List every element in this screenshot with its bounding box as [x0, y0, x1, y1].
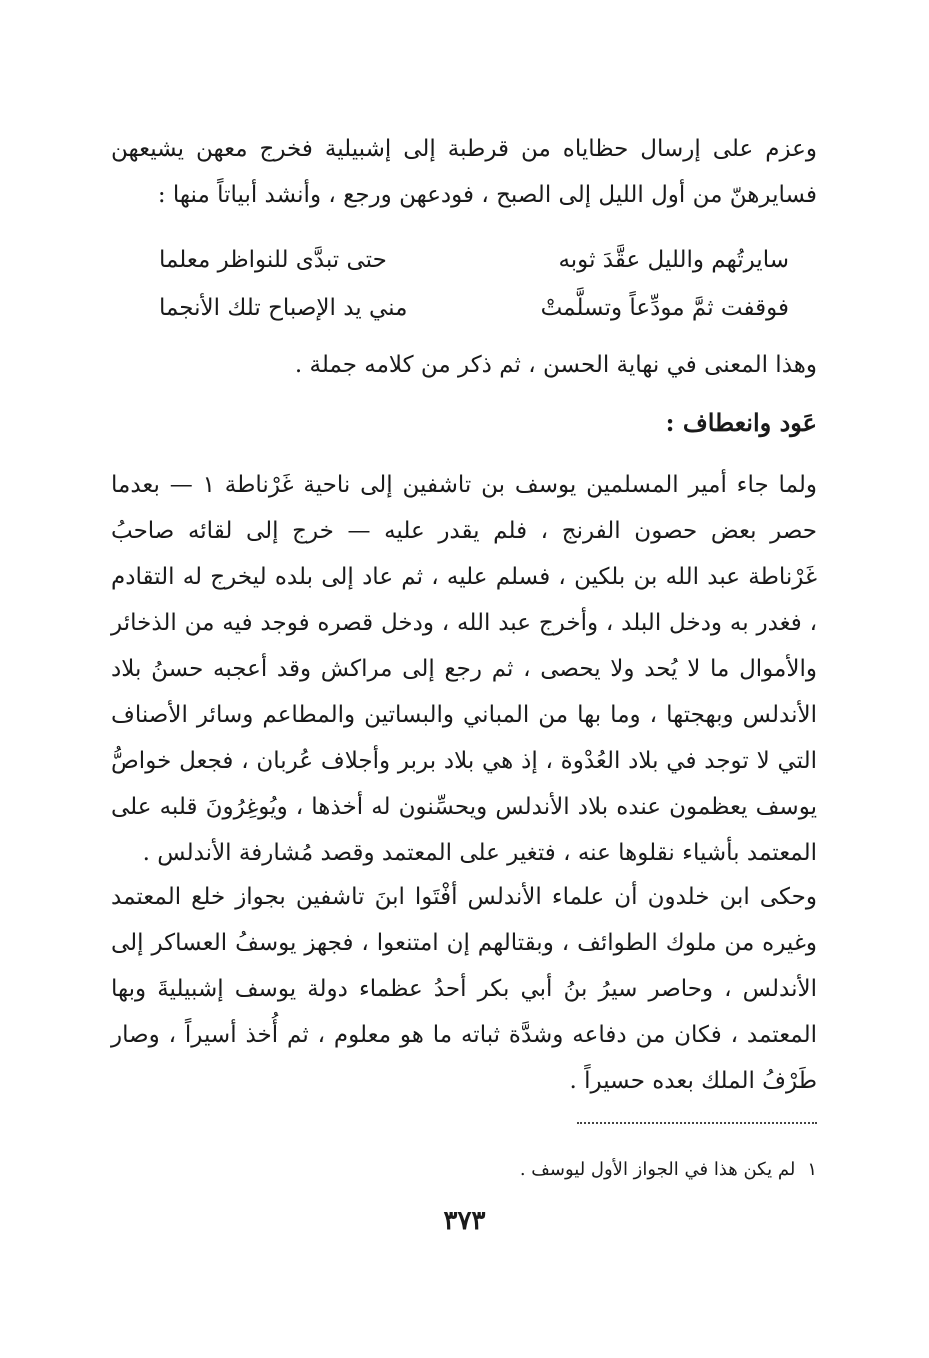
footnote-divider	[577, 1122, 817, 1124]
footnote-text: لم يكن هذا في الجواز الأول ليوسف .	[519, 1159, 796, 1180]
verse-line-2	[159, 284, 789, 332]
verse-1-second-hemistich: حتى تبدَّى للنواظر معلما	[159, 247, 387, 273]
paragraph-1: وعزم على إرسال حظاياه من قرطبة إلى إشبيلية فخرج معهن يشيعهن فسايرهنّ من أول الليل إلى الصبح ، فودعهن ورجع ، وأنشد أبياتاً منها :	[111, 136, 817, 208]
verse-2-second-hemistich: مني يد الإصباح تلك الأنجما	[159, 295, 408, 321]
verse-2-first-hemistich: فوقفت ثمَّ مودِّعاً وتسلَّمتْ	[540, 295, 789, 321]
page-number: ٣٧٣	[443, 1206, 486, 1236]
footnote-number: ١	[807, 1159, 817, 1180]
paragraph-3: ولما جاء أمير المسلمين يوسف بن تاشفين إلى ناحية غَرْناطة ١ — بعدما حصر بعض حصون الفرنج ، فلم يقدر عليه — خرج إلى لقائه صاحبُ غَرْناطة عبد الله بن بلكين ، فسلم عليه ، ثم عاد إلى بلده ليخرج له التقادم ، فغدر به ودخل البلد ، وأخرج عبد الله ، ودخل قصره فوجد فيه من الذخائر والأموال ما لا يُحد ولا يحصى ، ثم رجع إلى مراكش وقد أعجبه حسنُ بلاد الأندلس وبهجتها ، وما بها من المباني والبساتين والمطاعم وسائر الأصناف التي لا توجد في بلاد العُدْوة ، إذ هي بلاد بربر وأجلاف عُربان ، فجعل خواصُّ يوسف يعظمون عنده بلاد الأندلس ويحسِّنون له أخذها ، ويُوغِرُونَ قلبه على المعتمد بأشياء نقلوها عنه ، فتغير على المعتمد وقصد مُشارفة الأندلس .	[111, 472, 817, 866]
footnote	[111, 1155, 817, 1185]
paragraph-4: وحكى ابن خلدون أن علماء الأندلس أفْتَوا ابنَ تاشفين بجواز خلع المعتمد وغيره من ملوك الطوائف ، وبقتالهم إن امتنعوا ، فجهز يوسفُ العساكر إلى الأندلس ، وحاصر سيرُ بنُ أبي بكر أحدُ عظماء دولة يوسف إشبيليةَ وبها المعتمد ، فكان من دفاعه وشدَّة ثباته ما هو معلوم ، ثم أُخذ أسيراً ، وصار طَرْفُ الملك بعده حسيراً .	[111, 884, 817, 1094]
paragraph-2: وهذا المعنى في نهاية الحسن ، ثم ذكر من كلامه جملة .	[294, 352, 817, 378]
verse-block	[159, 236, 789, 332]
verse-1-first-hemistich: سايرتُهم والليل عقَّدَ ثوبه	[558, 247, 789, 273]
verse-line-1	[159, 236, 789, 284]
section-heading: عَود وانعطاف :	[665, 408, 817, 437]
